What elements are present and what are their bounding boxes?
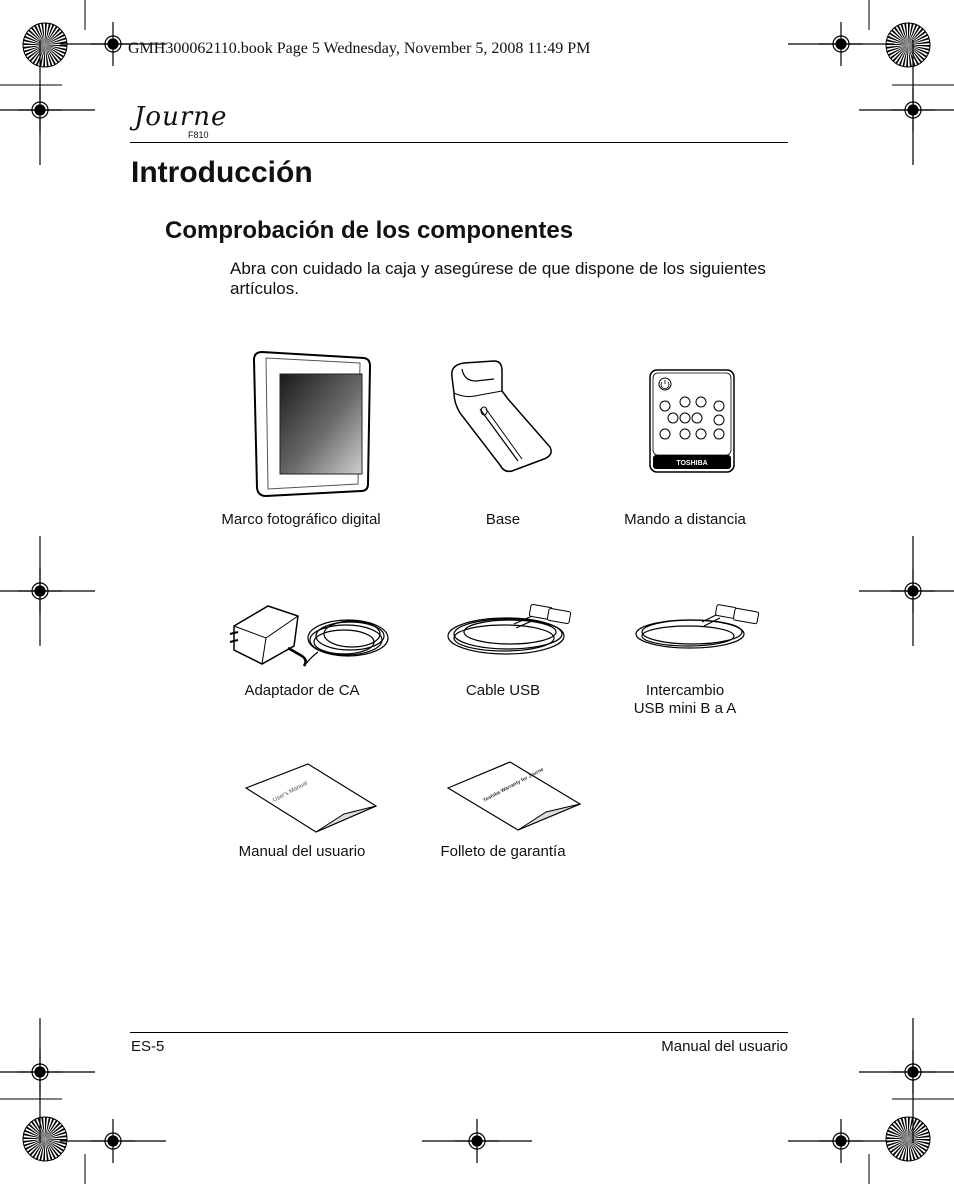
remote-brand-text: TOSHIBA (676, 460, 708, 467)
item-label-user-manual: Manual del usuario (238, 843, 366, 860)
journe-logo: Journe (134, 102, 228, 132)
usb-adapter-illustration (632, 604, 762, 650)
footer-page-number: ES-5 (131, 1038, 165, 1055)
warranty-leaflet-illustration (446, 760, 584, 832)
model-number: F810 (188, 130, 209, 140)
stand-illustration (446, 355, 556, 473)
header-rule (130, 142, 788, 143)
item-label-photo-frame: Marco fotográfico digital (221, 511, 381, 528)
intro-paragraph: Abra con cuidado la caja y asegúrese de que dispone de los siguientes artículos. (230, 259, 766, 298)
item-label-base: Base (485, 511, 521, 528)
remote-control-illustration (649, 369, 735, 473)
footer-title: Manual del usuario (661, 1038, 788, 1055)
photo-frame-illustration (252, 350, 372, 498)
starburst-mark-icon (23, 1117, 67, 1161)
section-title: Comprobación de los componentes (165, 217, 574, 244)
user-manual-illustration (244, 762, 380, 834)
item-label-remote: Mando a distancia (624, 511, 746, 528)
starburst-mark-icon (886, 1117, 930, 1161)
item-label-warranty: Folleto de garantía (440, 843, 566, 860)
page-title: Introducción (131, 156, 313, 189)
ac-adapter-illustration (228, 602, 393, 674)
warranty-cover-text: Toshiba Warranty for Journe (482, 766, 545, 804)
print-slug: GMH300062110.book Page 5 Wednesday, November 5, 2008 11:49 PM (128, 40, 591, 57)
usb-cable-illustration (444, 602, 576, 658)
item-label-usb-adapter: Intercambio USB mini B a A (633, 682, 737, 717)
starburst-mark-icon (23, 23, 67, 67)
item-label-ac-adapter: Adaptador de CA (244, 682, 360, 699)
item-label-usb-cable: Cable USB (465, 682, 541, 699)
manual-cover-text: User's Manual (272, 780, 309, 804)
footer-rule (130, 1032, 788, 1033)
starburst-mark-icon (886, 23, 930, 67)
